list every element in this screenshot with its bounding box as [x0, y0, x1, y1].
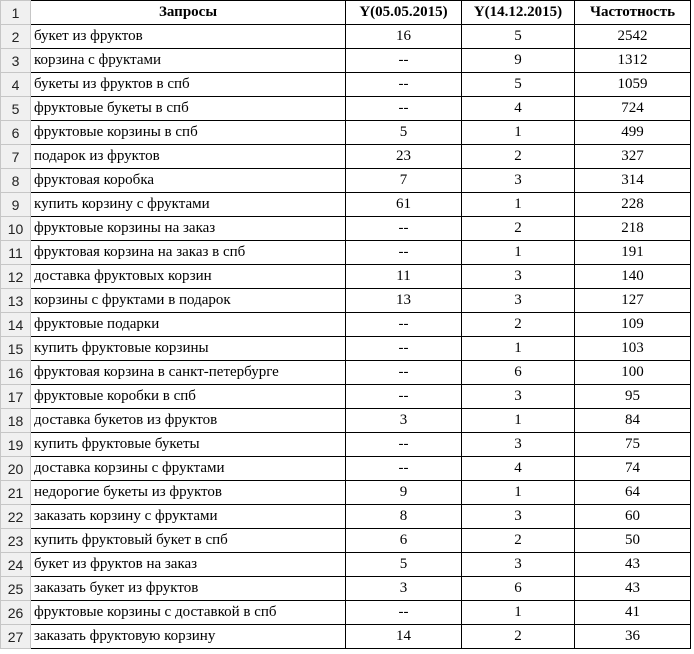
table-row: [1, 337, 691, 361]
cell-query[interactable]: фруктовые корзины в спб: [31, 121, 346, 145]
table-row: [1, 25, 691, 49]
cell-y1[interactable]: --: [346, 313, 462, 337]
cell-frequency[interactable]: 64: [575, 481, 691, 505]
table-row: [1, 169, 691, 193]
cell-query[interactable]: заказать корзину с фруктами: [31, 505, 346, 529]
table-row: [1, 625, 691, 649]
cell-query[interactable]: фруктовые коробки в спб: [31, 385, 346, 409]
table-row: [1, 529, 691, 553]
table-row: [1, 481, 691, 505]
cell-query[interactable]: доставка корзины с фруктами: [31, 457, 346, 481]
row-header[interactable]: 10: [1, 217, 31, 241]
cell-y2[interactable]: 3: [462, 553, 575, 577]
cell-y2[interactable]: 1: [462, 193, 575, 217]
header-row: [1, 1, 691, 25]
cell-query[interactable]: доставка фруктовых корзин: [31, 265, 346, 289]
row-header[interactable]: 1: [1, 1, 31, 25]
table-row: [1, 433, 691, 457]
row-header[interactable]: 14: [1, 313, 31, 337]
cell-y1[interactable]: 13: [346, 289, 462, 313]
cell-y2[interactable]: 2: [462, 625, 575, 649]
cell-query[interactable]: фруктовые корзины на заказ: [31, 217, 346, 241]
cell-query[interactable]: купить фруктовые корзины: [31, 337, 346, 361]
cell-y1[interactable]: --: [346, 601, 462, 625]
cell-y1[interactable]: 11: [346, 265, 462, 289]
cell-y2[interactable]: 9: [462, 49, 575, 73]
cell-frequency[interactable]: 1312: [575, 49, 691, 73]
cell-y2[interactable]: 4: [462, 97, 575, 121]
cell-y2[interactable]: 2: [462, 529, 575, 553]
row-header[interactable]: 26: [1, 601, 31, 625]
row-header[interactable]: 19: [1, 433, 31, 457]
table-row: [1, 97, 691, 121]
cell-frequency[interactable]: 43: [575, 577, 691, 601]
cell-y2[interactable]: 3: [462, 265, 575, 289]
cell-y2[interactable]: 3: [462, 505, 575, 529]
cell-y1[interactable]: --: [346, 49, 462, 73]
table-body: [1, 1, 691, 649]
row-header[interactable]: 16: [1, 361, 31, 385]
row-header[interactable]: 21: [1, 481, 31, 505]
cell-query[interactable]: фруктовая корзина на заказ в спб: [31, 241, 346, 265]
cell-y1[interactable]: 61: [346, 193, 462, 217]
row-header[interactable]: 27: [1, 625, 31, 649]
cell-frequency[interactable]: 60: [575, 505, 691, 529]
row-header[interactable]: 17: [1, 385, 31, 409]
cell-query[interactable]: недорогие букеты из фруктов: [31, 481, 346, 505]
cell-y1[interactable]: 7: [346, 169, 462, 193]
cell-query[interactable]: купить корзину с фруктами: [31, 193, 346, 217]
cell-query[interactable]: фруктовая коробка: [31, 169, 346, 193]
cell-frequency[interactable]: 75: [575, 433, 691, 457]
row-header[interactable]: 7: [1, 145, 31, 169]
table-row: [1, 505, 691, 529]
row-header[interactable]: 25: [1, 577, 31, 601]
row-header[interactable]: 11: [1, 241, 31, 265]
cell-y1[interactable]: 5: [346, 121, 462, 145]
table-row: [1, 145, 691, 169]
table-row: [1, 217, 691, 241]
cell-query[interactable]: букет из фруктов: [31, 25, 346, 49]
cell-y2[interactable]: 4: [462, 457, 575, 481]
cell-query[interactable]: купить фруктовые букеты: [31, 433, 346, 457]
header-y2[interactable]: Y(14.12.2015): [462, 1, 575, 25]
row-header[interactable]: 20: [1, 457, 31, 481]
cell-y2[interactable]: 2: [462, 217, 575, 241]
cell-frequency[interactable]: 228: [575, 193, 691, 217]
cell-frequency[interactable]: 127: [575, 289, 691, 313]
cell-frequency[interactable]: 84: [575, 409, 691, 433]
cell-frequency[interactable]: 43: [575, 553, 691, 577]
cell-y1[interactable]: 23: [346, 145, 462, 169]
row-header[interactable]: 22: [1, 505, 31, 529]
table-row: [1, 577, 691, 601]
row-header[interactable]: 6: [1, 121, 31, 145]
header-query[interactable]: Запросы: [31, 1, 346, 25]
cell-frequency[interactable]: 218: [575, 217, 691, 241]
cell-frequency[interactable]: 103: [575, 337, 691, 361]
cell-y2[interactable]: 2: [462, 145, 575, 169]
table-row: [1, 313, 691, 337]
row-header[interactable]: 5: [1, 97, 31, 121]
table-row: [1, 241, 691, 265]
cell-y1[interactable]: --: [346, 361, 462, 385]
cell-query[interactable]: корзины с фруктами в подарок: [31, 289, 346, 313]
cell-y2[interactable]: 5: [462, 73, 575, 97]
cell-y2[interactable]: 1: [462, 481, 575, 505]
cell-y1[interactable]: --: [346, 73, 462, 97]
row-header[interactable]: 15: [1, 337, 31, 361]
table-row: [1, 73, 691, 97]
cell-y2[interactable]: 1: [462, 409, 575, 433]
cell-query[interactable]: фруктовые подарки: [31, 313, 346, 337]
cell-y1[interactable]: --: [346, 217, 462, 241]
cell-query[interactable]: букет из фруктов на заказ: [31, 553, 346, 577]
table-row: [1, 121, 691, 145]
cell-y1[interactable]: --: [346, 457, 462, 481]
cell-frequency[interactable]: 2542: [575, 25, 691, 49]
cell-y2[interactable]: 1: [462, 337, 575, 361]
cell-query[interactable]: купить фруктовый букет в спб: [31, 529, 346, 553]
cell-frequency[interactable]: 95: [575, 385, 691, 409]
cell-query[interactable]: доставка букетов из фруктов: [31, 409, 346, 433]
table-row: [1, 601, 691, 625]
header-y1[interactable]: Y(05.05.2015): [346, 1, 462, 25]
row-header[interactable]: 24: [1, 553, 31, 577]
cell-y2[interactable]: 3: [462, 385, 575, 409]
cell-frequency[interactable]: 140: [575, 265, 691, 289]
cell-query[interactable]: фруктовые букеты в спб: [31, 97, 346, 121]
cell-y1[interactable]: 3: [346, 577, 462, 601]
cell-frequency[interactable]: 50: [575, 529, 691, 553]
cell-frequency[interactable]: 499: [575, 121, 691, 145]
cell-y1[interactable]: 5: [346, 553, 462, 577]
cell-y2[interactable]: 3: [462, 169, 575, 193]
table-row: [1, 49, 691, 73]
cell-query[interactable]: фруктовые корзины с доставкой в спб: [31, 601, 346, 625]
cell-query[interactable]: заказать букет из фруктов: [31, 577, 346, 601]
cell-y2[interactable]: 6: [462, 361, 575, 385]
cell-y2[interactable]: 1: [462, 121, 575, 145]
cell-y1[interactable]: 14: [346, 625, 462, 649]
cell-frequency[interactable]: 41: [575, 601, 691, 625]
cell-y2[interactable]: 6: [462, 577, 575, 601]
cell-query[interactable]: корзина с фруктами: [31, 49, 346, 73]
cell-y1[interactable]: --: [346, 97, 462, 121]
table-row: [1, 289, 691, 313]
header-frequency[interactable]: Частотность: [575, 1, 691, 25]
cell-y1[interactable]: --: [346, 433, 462, 457]
table-row: [1, 193, 691, 217]
cell-y2[interactable]: 1: [462, 241, 575, 265]
cell-frequency[interactable]: 100: [575, 361, 691, 385]
table-row: [1, 385, 691, 409]
cell-frequency[interactable]: 36: [575, 625, 691, 649]
table-row: [1, 265, 691, 289]
cell-y1[interactable]: 8: [346, 505, 462, 529]
row-header[interactable]: 4: [1, 73, 31, 97]
row-header[interactable]: 9: [1, 193, 31, 217]
cell-query[interactable]: букеты из фруктов в спб: [31, 73, 346, 97]
cell-y1[interactable]: 3: [346, 409, 462, 433]
cell-query[interactable]: подарок из фруктов: [31, 145, 346, 169]
cell-frequency[interactable]: 724: [575, 97, 691, 121]
cell-frequency[interactable]: 74: [575, 457, 691, 481]
cell-y2[interactable]: 5: [462, 25, 575, 49]
cell-frequency[interactable]: 191: [575, 241, 691, 265]
cell-y2[interactable]: 2: [462, 313, 575, 337]
cell-frequency[interactable]: 109: [575, 313, 691, 337]
table-row: [1, 409, 691, 433]
cell-y1[interactable]: 6: [346, 529, 462, 553]
cell-frequency[interactable]: 327: [575, 145, 691, 169]
cell-query[interactable]: заказать фруктовую корзину: [31, 625, 346, 649]
cell-y1[interactable]: --: [346, 241, 462, 265]
cell-frequency[interactable]: 1059: [575, 73, 691, 97]
table-row: [1, 553, 691, 577]
cell-y2[interactable]: 1: [462, 601, 575, 625]
cell-y1[interactable]: --: [346, 385, 462, 409]
row-header[interactable]: 3: [1, 49, 31, 73]
cell-y2[interactable]: 3: [462, 433, 575, 457]
row-header[interactable]: 23: [1, 529, 31, 553]
row-header[interactable]: 13: [1, 289, 31, 313]
row-header[interactable]: 18: [1, 409, 31, 433]
row-header[interactable]: 8: [1, 169, 31, 193]
cell-y2[interactable]: 3: [462, 289, 575, 313]
cell-query[interactable]: фруктовая корзина в санкт-петербурге: [31, 361, 346, 385]
table-row: [1, 361, 691, 385]
cell-frequency[interactable]: 314: [575, 169, 691, 193]
cell-y1[interactable]: 16: [346, 25, 462, 49]
cell-y1[interactable]: --: [346, 337, 462, 361]
row-header[interactable]: 2: [1, 25, 31, 49]
cell-y1[interactable]: 9: [346, 481, 462, 505]
row-header[interactable]: 12: [1, 265, 31, 289]
table-row: [1, 457, 691, 481]
